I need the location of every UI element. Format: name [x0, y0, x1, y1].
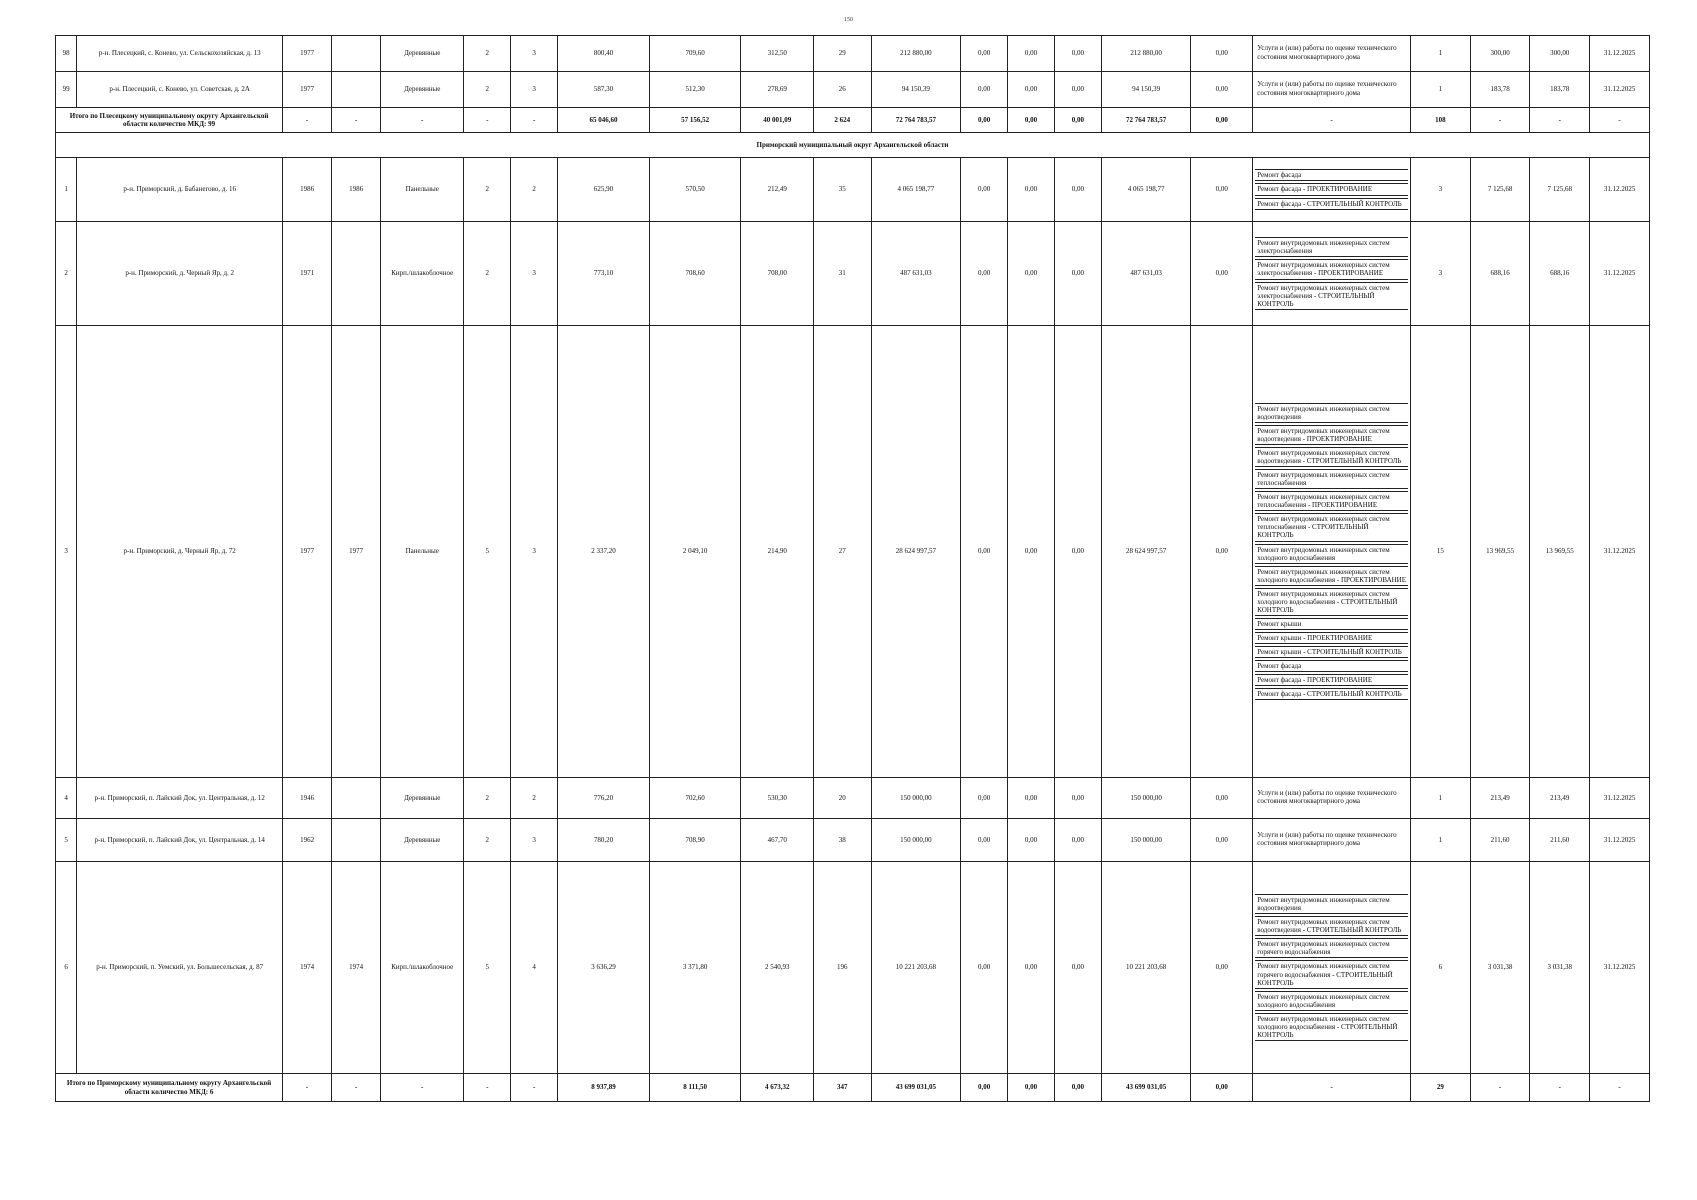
- dash-cell: -: [1590, 108, 1650, 133]
- area-cell: 587,30: [558, 72, 650, 108]
- work-item: Ремонт внутридомовых инженерных систем теплоснабжения: [1255, 469, 1408, 489]
- unit-cost-cell: 183,78: [1470, 72, 1530, 108]
- entr-cell: 2: [511, 778, 558, 819]
- c3-cell: 0,00: [1054, 36, 1101, 72]
- c3-cell: 0,00: [1054, 326, 1101, 778]
- c4-total: 43 699 031,05: [1101, 1074, 1191, 1102]
- c2-cell: 0,00: [1008, 819, 1055, 862]
- cost-cell: 212 880,00: [871, 36, 961, 72]
- works-dash-cell: -: [1253, 1074, 1411, 1102]
- c2-cell: 0,00: [1008, 36, 1055, 72]
- year2-cell: [332, 819, 381, 862]
- year2-cell: 1986: [332, 158, 381, 222]
- entr-cell: 3: [511, 36, 558, 72]
- area-cell: 776,20: [558, 778, 650, 819]
- material-cell: Деревянные: [381, 36, 464, 72]
- year-cell: 1971: [283, 222, 332, 326]
- c3-total: 0,00: [1054, 108, 1101, 133]
- cost-total: 72 764 783,57: [871, 108, 961, 133]
- dash-cell: -: [332, 108, 381, 133]
- work-item: Ремонт внутридомовых инженерных систем горячего водоснабжения - СТРОИТЕЛЬНЫЙ КОНТРОЛЬ: [1255, 960, 1408, 988]
- area_liv-cell: 702,60: [649, 778, 741, 819]
- address-cell: р-н. Приморский, п. Уемский, ул. Большесельская, д. 87: [77, 862, 283, 1074]
- work-item: Ремонт внутридомовых инженерных систем водоотведения - СТРОИТЕЛЬНЫЙ КОНТРОЛЬ: [1255, 916, 1408, 936]
- max-unit-cost-cell: 183,78: [1530, 72, 1590, 108]
- quantity-cell: 3: [1411, 222, 1471, 326]
- year-cell: 1986: [283, 158, 332, 222]
- row-number-cell: 4: [56, 778, 77, 819]
- dash-cell: -: [332, 1074, 381, 1102]
- c4-cell: 94 150,39: [1101, 72, 1191, 108]
- dash-cell: -: [1530, 1074, 1590, 1102]
- quantity-total: 108: [1411, 108, 1471, 133]
- area-total: 8 937,89: [558, 1074, 650, 1102]
- unit-cost-cell: 213,49: [1470, 778, 1530, 819]
- year2-cell: 1974: [332, 862, 381, 1074]
- c3-cell: 0,00: [1054, 778, 1101, 819]
- table-row: [56, 36, 1650, 72]
- dash-cell: -: [511, 108, 558, 133]
- area_priv-cell: 530,30: [741, 778, 814, 819]
- c2-cell: 0,00: [1008, 778, 1055, 819]
- work-item: Ремонт внутридомовых инженерных систем холодного водоснабжения - СТРОИТЕЛЬНЫЙ КОНТРОЛЬ: [1255, 588, 1408, 616]
- c2-cell: 0,00: [1008, 222, 1055, 326]
- area_liv-cell: 2 049,10: [649, 326, 741, 778]
- people-cell: 35: [813, 158, 871, 222]
- c5-cell: 0,00: [1191, 862, 1253, 1074]
- quantity-cell: 1: [1411, 72, 1471, 108]
- dash-cell: -: [1590, 1074, 1650, 1102]
- c3-cell: 0,00: [1054, 222, 1101, 326]
- work-item: Услуги и (или) работы по оценке технического состояния многоквартирного дома: [1257, 80, 1397, 97]
- dash-cell: -: [283, 1074, 332, 1102]
- area_priv-total: 4 673,32: [741, 1074, 814, 1102]
- c4-cell: 10 221 203,68: [1101, 862, 1191, 1074]
- people-cell: 196: [813, 862, 871, 1074]
- table-row: [56, 819, 1650, 862]
- entr-cell: 3: [511, 72, 558, 108]
- row-number-cell: 3: [56, 326, 77, 778]
- c1-cell: 0,00: [961, 222, 1008, 326]
- area_liv-cell: 709,60: [649, 36, 741, 72]
- year-cell: 1977: [283, 36, 332, 72]
- max-unit-cost-cell: 300,00: [1530, 36, 1590, 72]
- c3-cell: 0,00: [1054, 72, 1101, 108]
- area-cell: 780,20: [558, 819, 650, 862]
- c3-total: 0,00: [1054, 1074, 1101, 1102]
- area_liv-cell: 570,50: [649, 158, 741, 222]
- material-cell: Деревянные: [381, 819, 464, 862]
- people-cell: 38: [813, 819, 871, 862]
- table-row: [56, 862, 1650, 1074]
- c5-cell: 0,00: [1191, 778, 1253, 819]
- work-item: Ремонт крыши - СТРОИТЕЛЬНЫЙ КОНТРОЛЬ: [1255, 646, 1408, 658]
- cost-cell: 28 624 997,57: [871, 326, 961, 778]
- area_priv-cell: 312,50: [741, 36, 814, 72]
- area_liv-cell: 512,30: [649, 72, 741, 108]
- c1-cell: 0,00: [961, 158, 1008, 222]
- people-cell: 31: [813, 222, 871, 326]
- work-item: Услуги и (или) работы по оценке технического состояния многоквартирного дома: [1257, 830, 1397, 847]
- work-item: Ремонт внутридомовых инженерных систем электроснабжения - ПРОЕКТИРОВАНИЕ: [1255, 259, 1408, 279]
- area-total: 65 046,60: [558, 108, 650, 133]
- table-row: [56, 158, 1650, 222]
- work-item: Ремонт фасада - СТРОИТЕЛЬНЫЙ КОНТРОЛЬ: [1255, 688, 1408, 700]
- material-cell: Кирп./шлакоблочное: [381, 862, 464, 1074]
- max-unit-cost-cell: 7 125,68: [1530, 158, 1590, 222]
- quantity-cell: 1: [1411, 778, 1471, 819]
- floors-cell: 2: [464, 72, 511, 108]
- cost-cell: 487 631,03: [871, 222, 961, 326]
- work-item: Ремонт внутридомовых инженерных систем холодного водоснабжения - ПРОЕКТИРОВАНИЕ: [1255, 566, 1408, 586]
- work-item: Ремонт крыши - ПРОЕКТИРОВАНИЕ: [1255, 632, 1408, 644]
- entr-cell: 3: [511, 222, 558, 326]
- floors-cell: 5: [464, 326, 511, 778]
- c5-total: 0,00: [1191, 1074, 1253, 1102]
- area_liv-cell: 708,90: [649, 819, 741, 862]
- c2-cell: 0,00: [1008, 862, 1055, 1074]
- floors-cell: 2: [464, 158, 511, 222]
- cost-cell: 4 065 198,77: [871, 158, 961, 222]
- dash-cell: -: [511, 1074, 558, 1102]
- dash-cell: -: [381, 108, 464, 133]
- deadline-cell: 31.12.2025: [1590, 158, 1650, 222]
- deadline-cell: 31.12.2025: [1590, 862, 1650, 1074]
- floors-cell: 2: [464, 819, 511, 862]
- row-number-cell: 99: [56, 72, 77, 108]
- material-cell: Деревянные: [381, 72, 464, 108]
- area_priv-total: 40 001,09: [741, 108, 814, 133]
- work-item: Ремонт крыши: [1255, 618, 1408, 630]
- deadline-cell: 31.12.2025: [1590, 72, 1650, 108]
- quantity-cell: 1: [1411, 819, 1471, 862]
- c2-total: 0,00: [1008, 108, 1055, 133]
- material-cell: Деревянные: [381, 778, 464, 819]
- entr-cell: 2: [511, 158, 558, 222]
- work-item: Ремонт внутридомовых инженерных систем теплоснабжения - ПРОЕКТИРОВАНИЕ: [1255, 491, 1408, 511]
- dash-cell: -: [464, 1074, 511, 1102]
- quantity-cell: 1: [1411, 36, 1471, 72]
- c3-cell: 0,00: [1054, 819, 1101, 862]
- material-cell: Панельные: [381, 158, 464, 222]
- material-cell: Панельные: [381, 326, 464, 778]
- c2-cell: 0,00: [1008, 326, 1055, 778]
- deadline-cell: 31.12.2025: [1590, 36, 1650, 72]
- quantity-cell: 6: [1411, 862, 1471, 1074]
- material-cell: Кирп./шлакоблочное: [381, 222, 464, 326]
- area_liv-cell: 708,60: [649, 222, 741, 326]
- dash-cell: -: [464, 108, 511, 133]
- area_priv-cell: 214,90: [741, 326, 814, 778]
- entr-cell: 3: [511, 326, 558, 778]
- area_priv-cell: 2 540,93: [741, 862, 814, 1074]
- row-number-cell: 5: [56, 819, 77, 862]
- floors-cell: 2: [464, 222, 511, 326]
- work-item: Ремонт внутридомовых инженерных систем холодного водоснабжения: [1255, 544, 1408, 564]
- c3-cell: 0,00: [1054, 862, 1101, 1074]
- address-cell: р-н. Приморский, п. Лайский Док, ул. Центральная, д. 12: [77, 778, 283, 819]
- year2-cell: [332, 36, 381, 72]
- area-cell: 773,10: [558, 222, 650, 326]
- c4-cell: 150 000,00: [1101, 778, 1191, 819]
- work-item: Ремонт внутридомовых инженерных систем холодного водоснабжения: [1255, 991, 1408, 1011]
- register-table: [55, 35, 1650, 1102]
- people-cell: 29: [813, 36, 871, 72]
- year-cell: 1974: [283, 862, 332, 1074]
- c1-cell: 0,00: [961, 819, 1008, 862]
- c5-cell: 0,00: [1191, 158, 1253, 222]
- page-number: 150: [844, 17, 853, 23]
- c1-total: 0,00: [961, 1074, 1008, 1102]
- works-cell: [1253, 36, 1411, 72]
- section-title: Приморский муниципальный округ Архангельской области: [56, 133, 1650, 158]
- address-cell: р-н. Приморский, д. Бабанегово, д. 16: [77, 158, 283, 222]
- c4-cell: 4 065 198,77: [1101, 158, 1191, 222]
- c5-cell: 0,00: [1191, 36, 1253, 72]
- cost-cell: 150 000,00: [871, 778, 961, 819]
- max-unit-cost-cell: 211,60: [1530, 819, 1590, 862]
- quantity-total: 29: [1411, 1074, 1471, 1102]
- area_liv-total: 57 156,52: [649, 108, 741, 133]
- works-cell: [1253, 158, 1411, 222]
- c3-cell: 0,00: [1054, 158, 1101, 222]
- works-cell: [1253, 778, 1411, 819]
- unit-cost-cell: 3 031,38: [1470, 862, 1530, 1074]
- floors-cell: 2: [464, 778, 511, 819]
- total-label: Итого по Приморскому муниципальному округу Архангельской области количество МКД: 6: [56, 1074, 283, 1102]
- row-number-cell: 2: [56, 222, 77, 326]
- area_priv-cell: 708,00: [741, 222, 814, 326]
- unit-cost-cell: 211,60: [1470, 819, 1530, 862]
- works-cell: [1253, 862, 1411, 1074]
- row-number-cell: 98: [56, 36, 77, 72]
- address-cell: р-н. Плесецкий, с. Конево, ул. Сельскохозяйская, д. 13: [77, 36, 283, 72]
- work-item: Ремонт фасада - СТРОИТЕЛЬНЫЙ КОНТРОЛЬ: [1255, 198, 1408, 210]
- work-item: Ремонт внутридомовых инженерных систем водоотведения: [1255, 894, 1408, 914]
- year-cell: 1946: [283, 778, 332, 819]
- works-cell: [1253, 222, 1411, 326]
- cost-cell: 10 221 203,68: [871, 862, 961, 1074]
- deadline-cell: 31.12.2025: [1590, 326, 1650, 778]
- c5-cell: 0,00: [1191, 72, 1253, 108]
- deadline-cell: 31.12.2025: [1590, 778, 1650, 819]
- unit-cost-cell: 7 125,68: [1470, 158, 1530, 222]
- year-cell: 1977: [283, 326, 332, 778]
- total-row: [56, 108, 1650, 133]
- year2-cell: [332, 222, 381, 326]
- c2-cell: 0,00: [1008, 158, 1055, 222]
- year2-cell: [332, 72, 381, 108]
- works-cell: [1253, 819, 1411, 862]
- work-item: Ремонт фасада: [1255, 660, 1408, 672]
- unit-cost-cell: 688,16: [1470, 222, 1530, 326]
- people-cell: 20: [813, 778, 871, 819]
- total-row: [56, 1074, 1650, 1102]
- year-cell: 1977: [283, 72, 332, 108]
- unit-cost-cell: 13 969,55: [1470, 326, 1530, 778]
- c1-cell: 0,00: [961, 778, 1008, 819]
- work-item: Ремонт фасада: [1255, 169, 1408, 181]
- address-cell: р-н. Приморский, п. Лайский Док, ул. Центральная, д. 14: [77, 819, 283, 862]
- address-cell: р-н. Плесецкий, с. Конево, ул. Советская, д. 2А: [77, 72, 283, 108]
- c1-cell: 0,00: [961, 72, 1008, 108]
- cost-total: 43 699 031,05: [871, 1074, 961, 1102]
- entr-cell: 3: [511, 819, 558, 862]
- area-cell: 3 636,29: [558, 862, 650, 1074]
- people-cell: 27: [813, 326, 871, 778]
- work-item: Ремонт внутридомовых инженерных систем холодного водоснабжения - СТРОИТЕЛЬНЫЙ КОНТРОЛЬ: [1255, 1013, 1408, 1041]
- area-cell: 800,40: [558, 36, 650, 72]
- table-row: [56, 222, 1650, 326]
- area-cell: 2 337,20: [558, 326, 650, 778]
- people-total: 347: [813, 1074, 871, 1102]
- work-item: Ремонт фасада - ПРОЕКТИРОВАНИЕ: [1255, 674, 1408, 686]
- c5-total: 0,00: [1191, 108, 1253, 133]
- max-unit-cost-cell: 213,49: [1530, 778, 1590, 819]
- work-item: Услуги и (или) работы по оценке технического состояния многоквартирного дома: [1257, 44, 1397, 61]
- area_liv-cell: 3 371,80: [649, 862, 741, 1074]
- deadline-cell: 31.12.2025: [1590, 819, 1650, 862]
- area_priv-cell: 278,69: [741, 72, 814, 108]
- area_priv-cell: 467,70: [741, 819, 814, 862]
- year2-cell: [332, 778, 381, 819]
- table-row: [56, 778, 1650, 819]
- c4-cell: 28 624 997,57: [1101, 326, 1191, 778]
- cost-cell: 150 000,00: [871, 819, 961, 862]
- c1-total: 0,00: [961, 108, 1008, 133]
- c1-cell: 0,00: [961, 862, 1008, 1074]
- c1-cell: 0,00: [961, 326, 1008, 778]
- total-label: Итого по Плесецкому муниципальному округу Архангельской области количество МКД: 99: [56, 108, 283, 133]
- c4-cell: 212 880,00: [1101, 36, 1191, 72]
- row-number-cell: 6: [56, 862, 77, 1074]
- area_liv-total: 8 111,50: [649, 1074, 741, 1102]
- address-cell: р-н. Приморский, д. Черный Яр, д. 2: [77, 222, 283, 326]
- area-cell: 625,90: [558, 158, 650, 222]
- c5-cell: 0,00: [1191, 819, 1253, 862]
- c5-cell: 0,00: [1191, 222, 1253, 326]
- entr-cell: 4: [511, 862, 558, 1074]
- row-number-cell: 1: [56, 158, 77, 222]
- table-row: [56, 72, 1650, 108]
- dash-cell: -: [1470, 1074, 1530, 1102]
- c4-total: 72 764 783,57: [1101, 108, 1191, 133]
- work-item: Услуги и (или) работы по оценке технического состояния многоквартирного дома: [1257, 788, 1397, 805]
- cost-cell: 94 150,39: [871, 72, 961, 108]
- works-dash-cell: -: [1253, 108, 1411, 133]
- work-item: Ремонт фасада - ПРОЕКТИРОВАНИЕ: [1255, 183, 1408, 195]
- dash-cell: -: [1530, 108, 1590, 133]
- work-item: Ремонт внутридомовых инженерных систем теплоснабжения - СТРОИТЕЛЬНЫЙ КОНТРОЛЬ: [1255, 513, 1408, 541]
- max-unit-cost-cell: 688,16: [1530, 222, 1590, 326]
- works-cell: [1253, 72, 1411, 108]
- c4-cell: 487 631,03: [1101, 222, 1191, 326]
- unit-cost-cell: 300,00: [1470, 36, 1530, 72]
- floors-cell: 5: [464, 862, 511, 1074]
- c5-cell: 0,00: [1191, 326, 1253, 778]
- work-item: Ремонт внутридомовых инженерных систем электроснабжения: [1255, 237, 1408, 257]
- section-header-row: [56, 133, 1650, 158]
- c1-cell: 0,00: [961, 36, 1008, 72]
- people-total: 2 624: [813, 108, 871, 133]
- floors-cell: 2: [464, 36, 511, 72]
- dash-cell: -: [283, 108, 332, 133]
- works-cell: [1253, 326, 1411, 778]
- quantity-cell: 15: [1411, 326, 1471, 778]
- work-item: Ремонт внутридомовых инженерных систем горячего водоснабжения: [1255, 938, 1408, 958]
- work-item: Ремонт внутридомовых инженерных систем водоотведения - СТРОИТЕЛЬНЫЙ КОНТРОЛЬ: [1255, 447, 1408, 467]
- c4-cell: 150 000,00: [1101, 819, 1191, 862]
- year2-cell: 1977: [332, 326, 381, 778]
- c2-cell: 0,00: [1008, 72, 1055, 108]
- work-item: Ремонт внутридомовых инженерных систем водоотведения: [1255, 403, 1408, 423]
- year-cell: 1962: [283, 819, 332, 862]
- table-row: [56, 326, 1650, 778]
- work-item: Ремонт внутридомовых инженерных систем водоотведения - ПРОЕКТИРОВАНИЕ: [1255, 425, 1408, 445]
- people-cell: 26: [813, 72, 871, 108]
- quantity-cell: 3: [1411, 158, 1471, 222]
- address-cell: р-н. Приморский, д. Черный Яр, д. 72: [77, 326, 283, 778]
- max-unit-cost-cell: 13 969,55: [1530, 326, 1590, 778]
- c2-total: 0,00: [1008, 1074, 1055, 1102]
- area_priv-cell: 212,49: [741, 158, 814, 222]
- work-item: Ремонт внутридомовых инженерных систем электроснабжения - СТРОИТЕЛЬНЫЙ КОНТРОЛЬ: [1255, 282, 1408, 310]
- deadline-cell: 31.12.2025: [1590, 222, 1650, 326]
- dash-cell: -: [1470, 108, 1530, 133]
- dash-cell: -: [381, 1074, 464, 1102]
- max-unit-cost-cell: 3 031,38: [1530, 862, 1590, 1074]
